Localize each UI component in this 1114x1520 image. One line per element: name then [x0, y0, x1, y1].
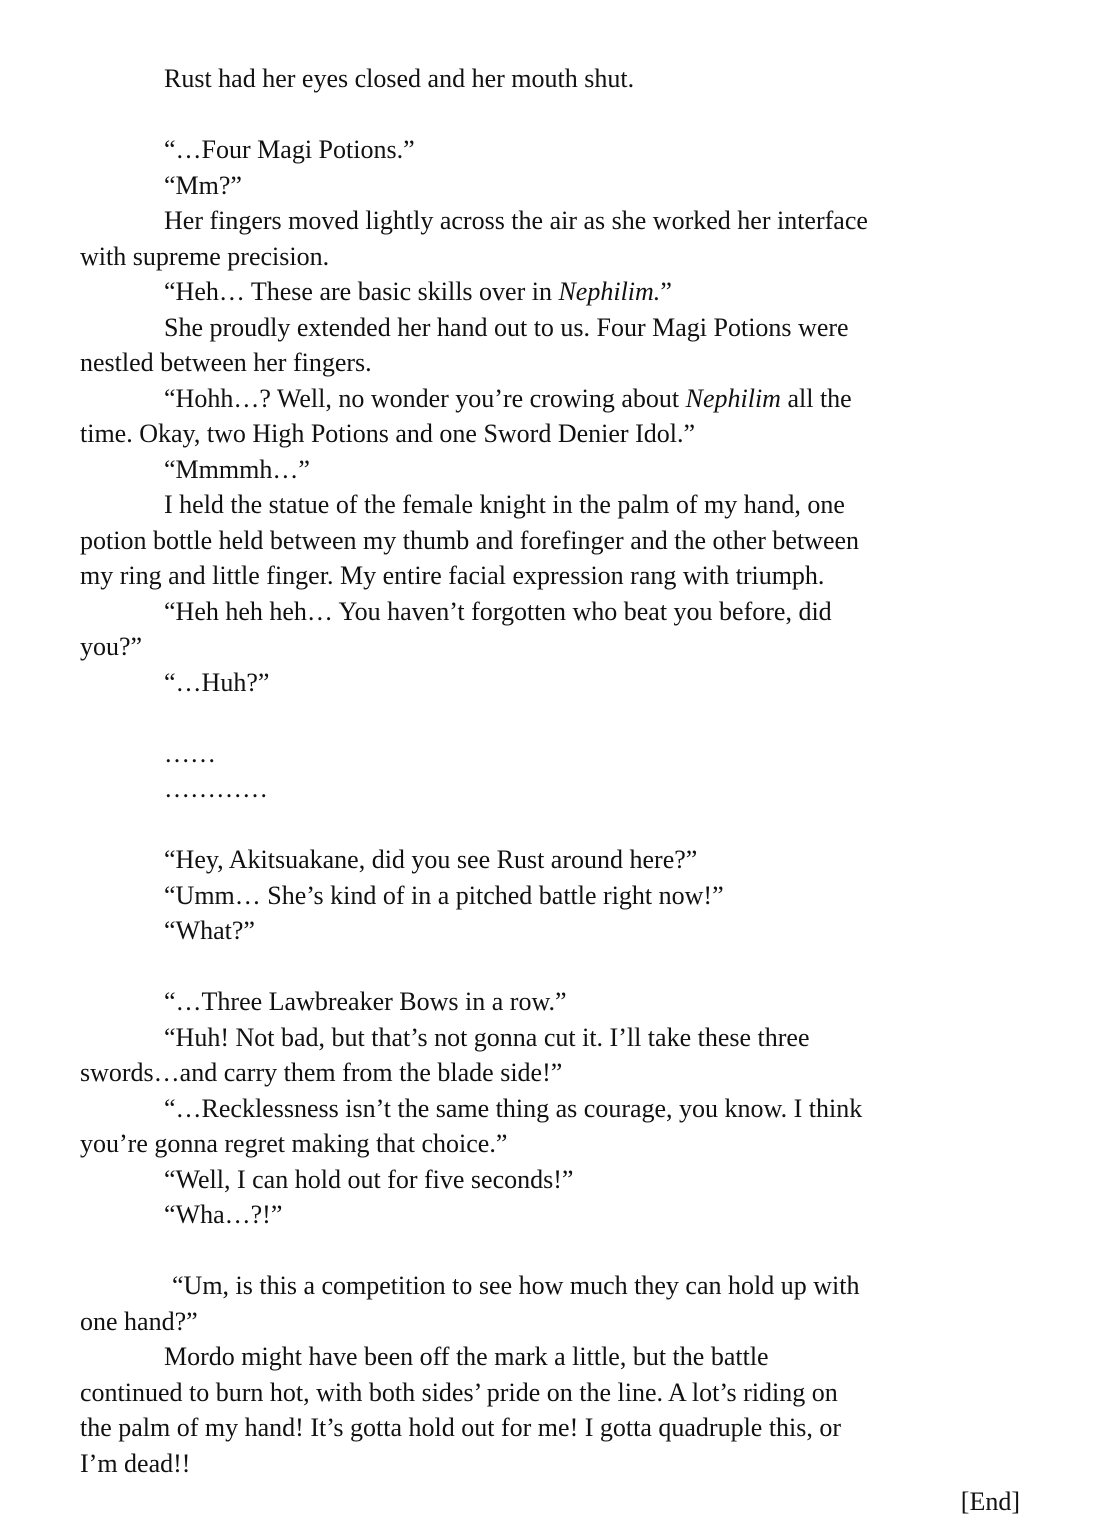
text-line	[80, 771, 1020, 807]
text-segment: I held the statue of the female knight in the palm of my hand, one	[164, 490, 845, 519]
italic-title: Nephilim	[685, 383, 781, 413]
text-segment: you’re gonna regret making that choice.”	[80, 1129, 508, 1158]
text-segment: She proudly extended her hand out to us. Four Magi Potions were	[164, 312, 849, 342]
text-line	[80, 1126, 1020, 1162]
text-segment: you?”	[80, 632, 143, 661]
text-line	[80, 345, 1020, 381]
text-segment: potion bottle held between my thumb and forefinger and the other between	[80, 525, 860, 555]
text-line	[80, 665, 1020, 701]
text-segment: the palm of my hand! It’s gotta hold out for me! I gotta quadruple this, or	[80, 1413, 842, 1442]
blank-line	[80, 807, 1020, 843]
text-line	[80, 558, 1020, 594]
text-segment: Mordo might have been off the mark a little, but the battle	[164, 1342, 769, 1371]
blank-line	[80, 949, 1020, 985]
text-line	[80, 1339, 1020, 1375]
text-segment: “…Huh?”	[164, 667, 270, 697]
text-segment: ”	[660, 277, 672, 306]
italic-title: Nephilim.	[558, 277, 661, 306]
text-segment: “Huh! Not bad, but that’s not gonna cut it. I’ll take these three	[164, 1022, 810, 1052]
text-line	[80, 913, 1020, 949]
text-segment: continued to burn hot, with both sides’ pride on the line. A lot’s riding on	[80, 1377, 838, 1407]
text-line	[80, 736, 1020, 772]
text-segment: Rust had her eyes closed and her mouth shut.	[164, 64, 635, 93]
text-line	[80, 1304, 1020, 1340]
text-line	[80, 1446, 1020, 1482]
text-line	[80, 1197, 1020, 1233]
text-line	[80, 523, 1020, 559]
text-segment: “Hohh…? Well, no wonder you’re crowing about	[164, 383, 686, 413]
text-line	[80, 1091, 1020, 1127]
text-line	[80, 629, 1020, 665]
end-marker: [End]	[960, 1487, 1020, 1516]
text-segment: “…Three Lawbreaker Bows in a row.”	[164, 987, 567, 1016]
text-segment: “Umm… She’s kind of in a pitched battle right now!”	[164, 880, 724, 910]
text-segment: “Heh heh heh… You haven’t forgotten who beat you before, did	[164, 596, 832, 626]
text-segment: “Wha…?!”	[164, 1200, 283, 1229]
text-segment: “Hey, Akitsuakane, did you see Rust around here?”	[164, 845, 698, 874]
text-line	[80, 984, 1020, 1020]
text-line	[80, 274, 1020, 310]
text-line	[80, 1268, 1020, 1304]
text-line	[80, 203, 1020, 239]
text-segment: I’m dead!!	[80, 1448, 191, 1478]
text-segment: Her fingers moved lightly across the air as she worked her interface	[164, 206, 868, 235]
text-line	[80, 1375, 1020, 1411]
text-line	[80, 310, 1020, 346]
text-line	[80, 1055, 1020, 1091]
text-line	[80, 416, 1020, 452]
text-line	[80, 487, 1020, 523]
text-line	[80, 1020, 1020, 1056]
blank-line	[80, 97, 1020, 133]
text-segment: “…Four Magi Potions.”	[164, 135, 415, 164]
text-segment: with supreme precision.	[80, 241, 330, 271]
text-segment: “Heh… These are basic skills over in	[164, 277, 559, 306]
text-line	[80, 239, 1020, 275]
text-line	[80, 842, 1020, 878]
text-segment: …………	[164, 774, 268, 803]
text-line	[80, 132, 1020, 168]
text-line	[80, 1162, 1020, 1198]
text-segment: swords…and carry them from the blade side!”	[80, 1058, 563, 1087]
text-segment: “Mm?”	[164, 170, 242, 200]
text-segment: “Mmmmh…”	[164, 454, 310, 484]
text-segment: nestled between her fingers.	[80, 348, 372, 377]
text-segment: “Well, I can hold out for five seconds!”	[164, 1164, 574, 1194]
text-segment: one hand?”	[80, 1306, 198, 1336]
text-segment: “What?”	[164, 916, 255, 945]
blank-line	[80, 700, 1020, 736]
text-segment: ……	[164, 738, 216, 768]
text-segment: my ring and little finger. My entire facial expression rang with triumph.	[80, 561, 825, 590]
text-segment: all the	[780, 383, 852, 413]
text-line	[80, 594, 1020, 630]
text-line	[80, 381, 1020, 417]
text-line	[80, 878, 1020, 914]
text-line	[80, 1410, 1020, 1446]
text-line	[80, 61, 1020, 97]
blank-line	[80, 1233, 1020, 1269]
text-segment: time. Okay, two High Potions and one Sword Denier Idol.”	[80, 419, 695, 448]
story-text	[80, 61, 1020, 1481]
text-segment: “…Recklessness isn’t the same thing as courage, you know. I think	[164, 1093, 863, 1123]
text-line	[80, 452, 1020, 488]
text-line	[80, 168, 1020, 204]
text-segment: “Um, is this a competition to see how much they can hold up with	[172, 1271, 860, 1300]
